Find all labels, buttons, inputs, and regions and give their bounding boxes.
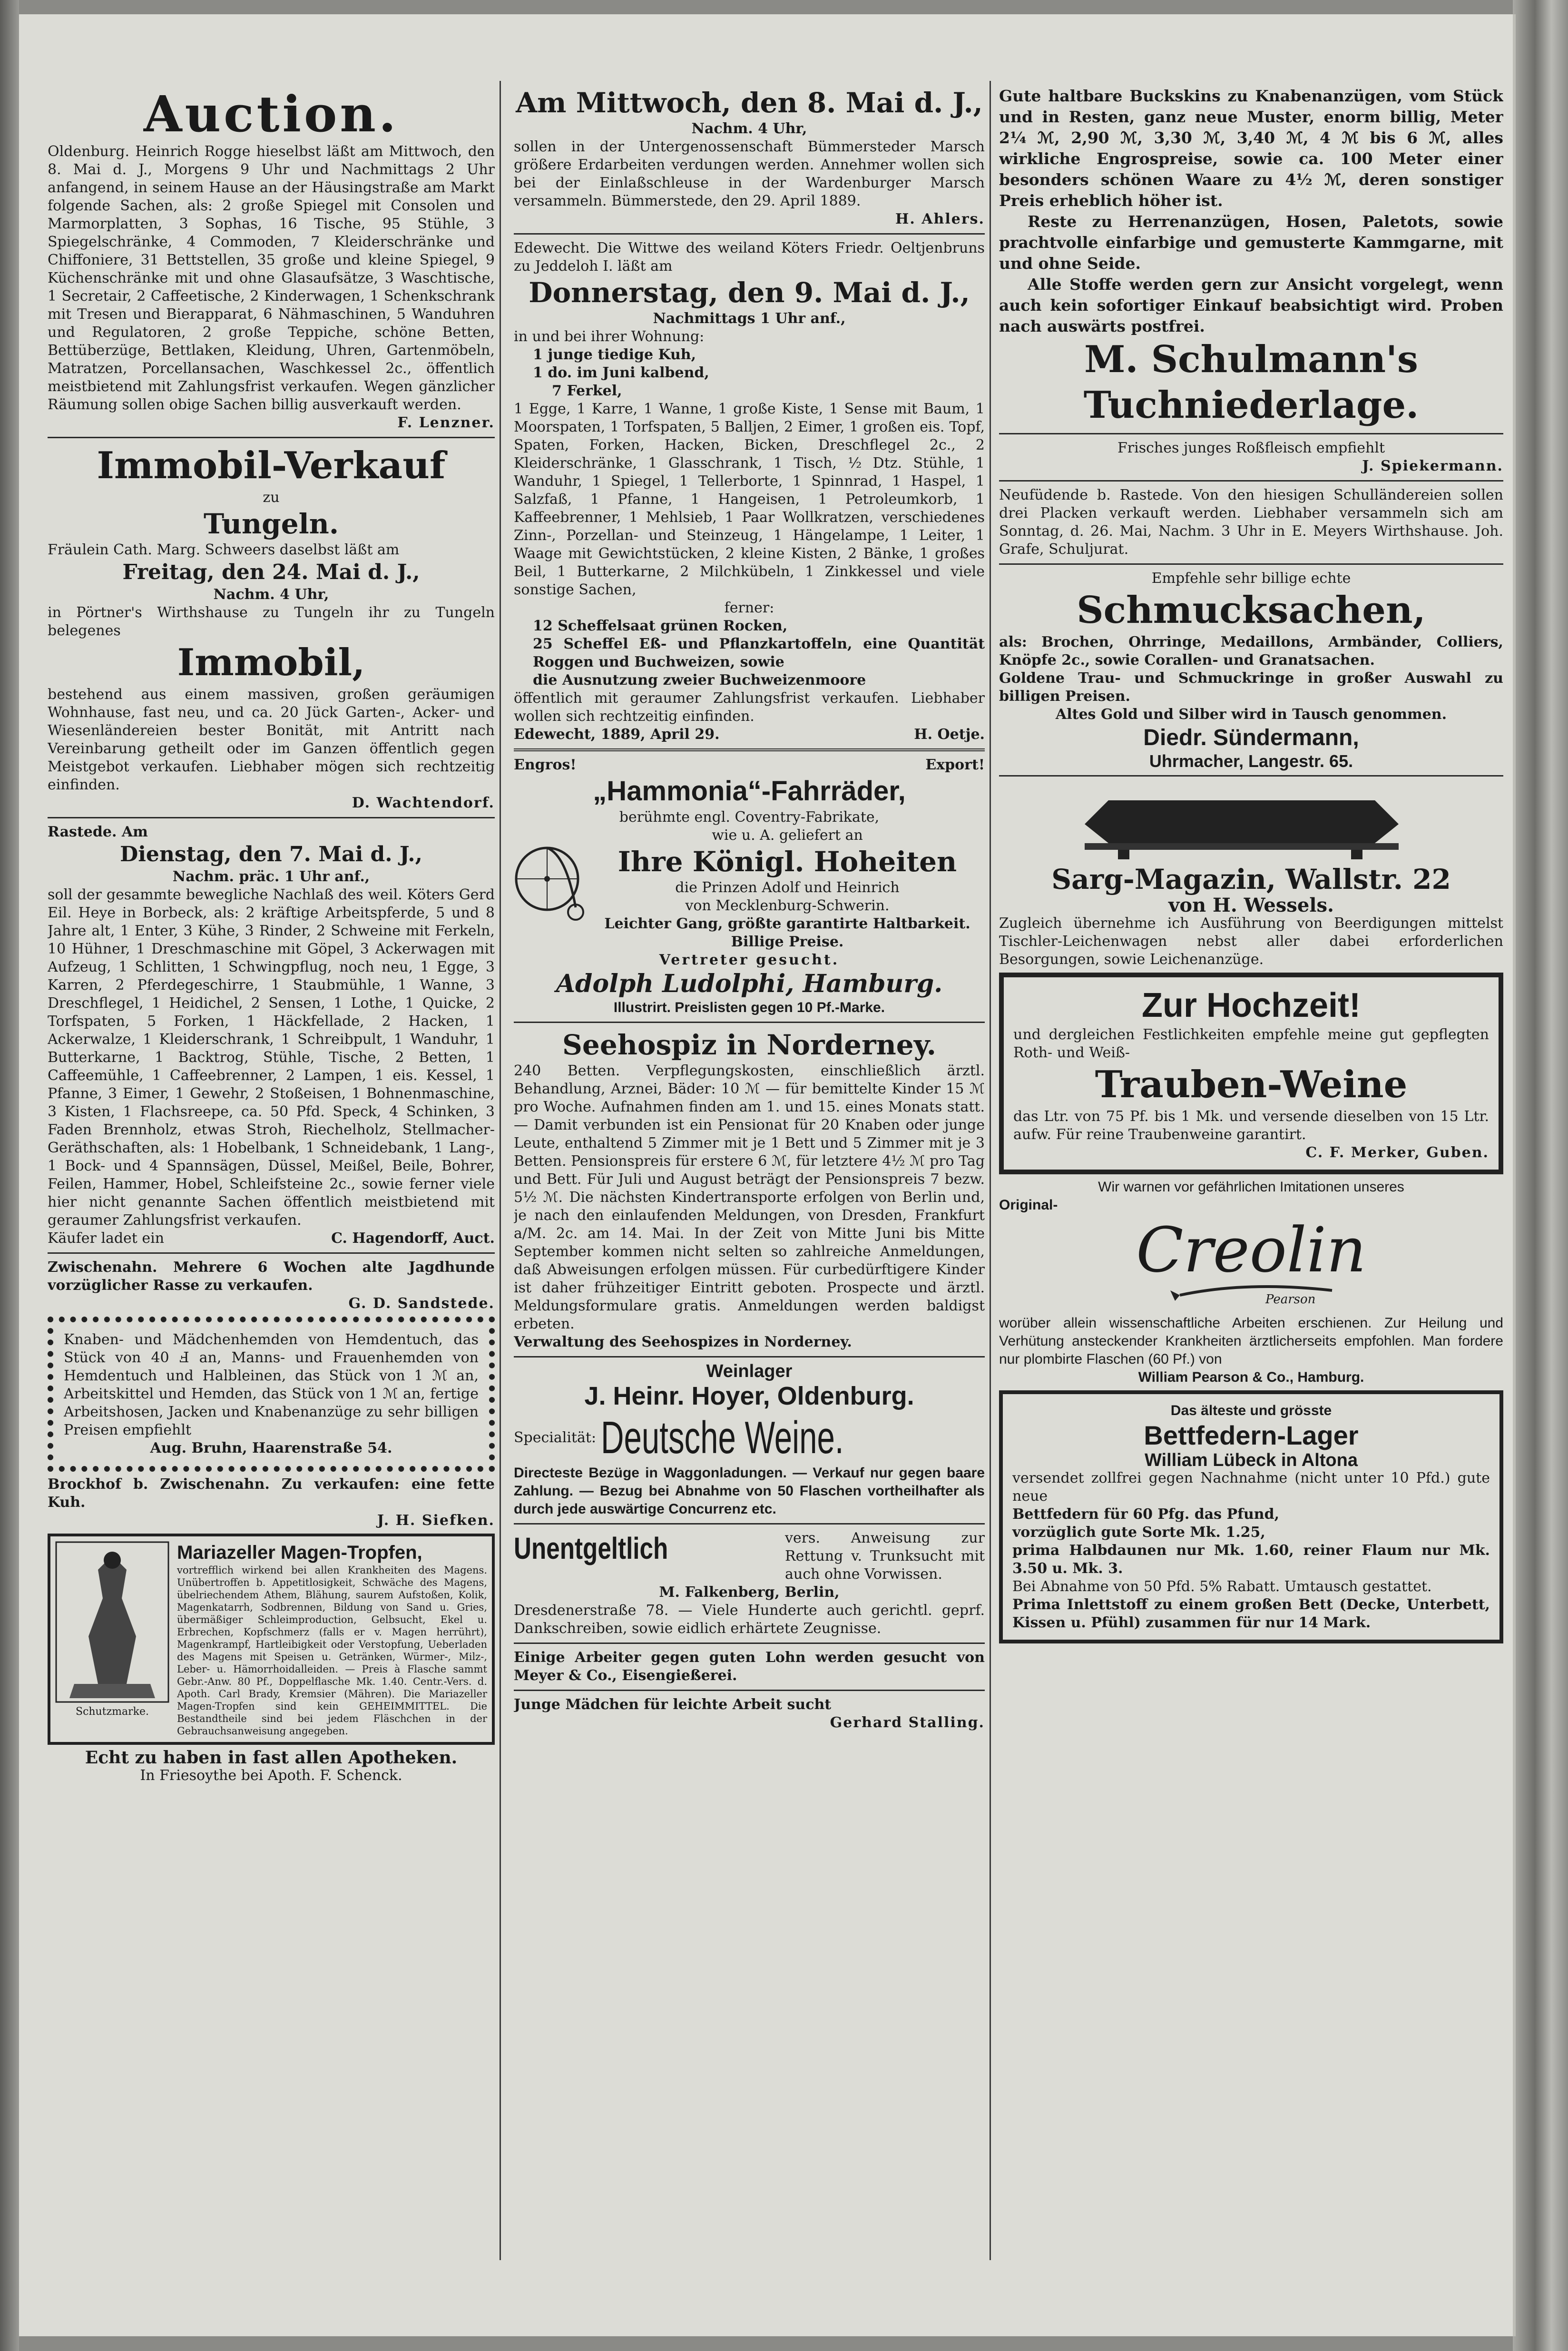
edewecht-date: Donnerstag, den 9. Mai d. J., — [529, 276, 970, 309]
bummerstede-date: Am Mittwoch, den 8. Mai d. J., — [516, 87, 983, 119]
immobil-text-2: in Pörtner's Wirthshause zu Tungeln ihr zu Tungeln belegenes — [48, 604, 495, 639]
hoyer-text: Directeste Bezüge in Waggonladungen. — Verkauf nur gegen baare Zahlung. — Bezug bei Abnahme von 50 Flaschen vortheilhafter als durch jede auswärtige Concurrenz etc. — [514, 1465, 985, 1517]
schmuck-intro: Empfehle sehr billige echte — [1151, 570, 1351, 587]
bruhn-text: Knaben- und Mädchenhemden von Hemdentuch, das Stück von 40 Ⅎ an, Manns- und Frauenhemden von Hemdentuch und Halbleinen, das Stück von 1 ℳ an, Arbeitskittel und Hemden, das Stück von 1 ℳ an, fertige Arbeitshosen, Jacken und Knabenanzüge zu sehr billigen Preisen empfiehlt — [64, 1331, 479, 1438]
book-edge-right — [1513, 0, 1568, 2351]
divider — [999, 480, 1503, 482]
hoyer-spec: Specialität: — [514, 1429, 597, 1446]
divider — [514, 1022, 985, 1023]
bruhn-signature: Aug. Bruhn, Haarenstraße 54. — [150, 1440, 392, 1456]
hammonia-line-4: von Mecklenburg-Schwerin. — [685, 897, 890, 914]
madonna-trademark-icon — [55, 1541, 169, 1703]
edewecht-bold-2: 25 Scheffel Eß- und Pflanzkartoffeln, eine Quantität Roggen und Buchweizen, sowie — [533, 636, 985, 670]
schulmann-text-3: Alle Stoffe werden gern zur Ansicht vorgelegt, wenn auch kein sofortiger Einkauf beabsichtigt wird. Proben nach auswärts postfrei. — [999, 275, 1503, 335]
seehospiz-signature: Verwaltung des Seehospizes in Norderney. — [514, 1334, 852, 1350]
divider — [514, 1643, 985, 1644]
immobil-time: Nachm. 4 Uhr, — [213, 586, 329, 603]
hammonia-line-8: Illustrirt. Preislisten gegen 10 Pf.-Marke. — [613, 1000, 885, 1015]
neufuende-text: Neufüdende b. Rastede. Von den hiesigen Schulländereien sollen drei Placken verkauft werden. Liebhaber versammeln sich am Sonntag, d. 26. Mai, Nachm. 3 Uhr in E. Meyers Wirthshause. Joh. Grafe, Schuljurat. — [999, 487, 1503, 558]
divider — [48, 817, 495, 818]
bummerstede-signature: H. Ahlers. — [895, 211, 985, 227]
bett-line-3: prima Halbdaunen nur Mk. 1.60, reiner Flaum nur Mk. 3.50 u. Mk. 3. — [1012, 1542, 1490, 1577]
merker-title: Zur Hochzeit! — [1142, 986, 1361, 1024]
edewecht-place: Edewecht, 1889, April 29. — [514, 726, 720, 743]
bett-line-1: Bettfedern für 60 Pfg. das Pfund, — [1012, 1506, 1280, 1523]
bett-head: Das älteste und grösste — [1170, 1403, 1332, 1418]
coffin-icon — [999, 781, 1503, 862]
rastede-date: Dienstag, den 7. Mai d. J., — [120, 842, 422, 866]
hammonia-line-2: wie u. A. geliefert an — [712, 827, 863, 844]
edewecht-text-2: öffentlich mit geraumer Zahlungsfrist verkaufen. Liebhaber wollen sich rechtzeitig einfinden. — [514, 690, 985, 725]
mariazell-trademark: Schutzmarke. — [76, 1706, 149, 1718]
creolin-swoosh-icon — [999, 1281, 1503, 1309]
immobil-text-1: Fräulein Cath. Marg. Schweers daselbst läßt am — [48, 541, 400, 558]
edewecht-pigs: 7 Ferkel, — [552, 383, 622, 399]
mariazell-title: Mariazeller Magen-Tropfen, — [177, 1542, 422, 1563]
mariazell-text: vortrefflich wirkend bei allen Krankheiten des Magens. Unübertroffen b. Appetitlosigkeit, Schwäche des Magens, übelriechendem Athem, Blähung, saurem Aufstoßen, Kolik, Magenkatarrh, Sodbrennen, Bildung von Sand u. Gries, übermäßiger Schleimproduction, Gelbsucht, Ekel u. Erbrechen, Kopfschmerz (falls er v. Magen herrührt), Magenkrampf, Hartleibigkeit oder Verstopfung, Ueberladen des Magens mit Speisen u. Getränken, Würmer-, Milz-, Leber- u. Hämorrhoidalleiden. — Preis à Flasche sammt Gebr.-Anw. 80 Pf., Doppelflasche Mk. 1.40. Centr.-Vers. d. Apoth. Carl Brady, Kremsier (Mähren). Die Mariazeller Magen-Tropfen sind kein GEHEIMMITTEL. Die Bestandtheile sind bei jedem Fläschchen in der Gebrauchsanweisung angegeben. — [177, 1564, 487, 1737]
trunk-firm: M. Falkenberg, Berlin, — [659, 1584, 840, 1601]
rastede-time: Nachm. präc. 1 Uhr anf., — [172, 868, 370, 885]
bett-text-2: Bei Abnahme von 50 Pfd. 5% Rabatt. Umtausch gestattet. — [1012, 1578, 1432, 1595]
merker-line-1: und dergleichen Festlichkeiten empfehle meine gut gepflegten Roth- und Weiß- — [1013, 1026, 1489, 1061]
divider — [514, 1523, 985, 1525]
schmuck-text: als: Brochen, Ohrringe, Medaillons, Armbänder, Colliers, Knöpfe 2c., sowie Corallen- und Granatsachen. — [999, 634, 1503, 669]
hammonia-line-3: die Prinzen Adolf und Heinrich — [675, 879, 900, 896]
merker-signature: C. F. Merker, Guben. — [1305, 1144, 1489, 1161]
creolin-logo: Creolin — [1136, 1214, 1366, 1286]
immobil-text-3: bestehend aus einem massiven, großen geräumigen Wohnhause, fast neu, und ca. 20 Jück Garten-, Acker- und Wiesenländereien bester Bonität, mit Antritt nach Vereinbarung getheilt oder im Ganzen öffentlich gegen Meistgebot verkaufen. Liebhaber mögen sich rechtzeitig einfinden. — [48, 686, 495, 793]
edewecht-bold-3: die Ausnutzung zweier Buchweizenmoore — [533, 672, 866, 689]
merker-wine: Trauben-Weine — [1095, 1063, 1408, 1106]
creolin-text: worüber allein wissenschaftliche Arbeiten erschienen. Zur Heilung und Verhütung ansteckender Krankheiten ärztlicherseits empfohlen. Man fordere nur plombirte Flaschen (60 Pf.) von — [999, 1315, 1503, 1367]
edewecht-text: 1 Egge, 1 Karre, 1 Wanne, 1 große Kiste, 1 Sense mit Baum, 1 Moorspaten, 1 Torfspaten, 5 Balljen, 2 Eimer, 1 großen eis. Topf, Spaten, Forken, Hacken, Bicken, Dreschflegel 2c., 2 Kleiderschränke, 1 Glasschrank, 1 Tisch, ½ Dtz. Stühle, 1 Wanduhr, 1 Spiegel, 1 Tellerborte, 1 Spinnrad, 1 Haspel, 1 Salzfaß, 1 Pfanne, 1 Hangeisen, 1 Petroleumkorb, 1 Kaffeebrenner, 1 Mehlsieb, 1 Paar Wollkratzen, verschiedenes Zinn-, Porzellan- und Steinzeug, 1 Hängelampe, 1 Leiter, 1 Waage mit Gewichtstücken, 2 kleine Kisten, 2 Bänke, 1 großes Beil, 1 Butterkarne, 2 Milchkübeln, 1 Zinkkessel und viele sonstige Sachen, — [514, 401, 985, 598]
column-right — [999, 86, 1503, 2255]
trunk-word: Unentgeltlich — [514, 1531, 668, 1565]
schulmann-text-2: Reste zu Herrenanzügen, Hosen, Paletots, sowie prachtvolle einfarbige und gemusterte Kammgarne, mit und ohne Seide. — [999, 212, 1503, 273]
schulmann-firm-2: Tuchniederlage. — [1083, 384, 1419, 427]
creolin-warn: Wir warnen vor gefährlichen Imitationen unseres — [1098, 1179, 1404, 1195]
creolin-firm: William Pearson & Co., Hamburg. — [1138, 1369, 1364, 1385]
divider — [514, 1356, 985, 1357]
hoyer-wine: Deutsche Weine. — [601, 1412, 844, 1463]
mariazell-ad-box — [48, 1534, 495, 1745]
hoyer-head: Weinlager — [706, 1361, 793, 1381]
auction-text: Oldenburg. Heinrich Rogge hieselbst läßt am Mittwoch, den 8. Mai d. J., Morgens 9 Uhr und Nachmittags 2 Uhr anfangend, in seinem Hause an der Häusingstraße am Markt folgende Sachen, als: 2 große Spiegel mit Consolen und Marmorplatten, 3 Sophas, 16 Tische, 95 Stühle, 3 Spiegelschränke, 4 Commoden, 7 Kleiderschränke und Chiffoniere, 31 Bettstellen, 35 große und kleine Spiegel, 9 Küchenschränke mit und ohne Glasaufsätze, 3 Waschtische, 1 Secretair, 2 Caffeetische, 2 Kinderwagen, 1 Schenkschrank mit Tresen und Bierapparat, 6 Nähmaschinen, 5 Wanduhren und Regulatoren, 2 große Teppiche, schöne Betten, Bettüberzüge, Bettlaken, Kleidung, Uhren, Gartenmöbeln, Matratzen, Porcellansachen, Waschkessel 2c., öffentlich meistbietend mit Zahlungsfrist verkaufen. Wegen gänzlicher Räumung sollen obige Sachen billig ausverkauft werden. — [48, 143, 495, 413]
binding-edge-left — [0, 0, 19, 2351]
trunk-text: vers. Anweisung zur Rettung v. Trunksucht mit auch ohne Vorwissen. — [785, 1530, 985, 1583]
divider — [999, 775, 1503, 777]
mariazell-echt: Echt zu haben in fast allen Apotheken. — [85, 1748, 458, 1768]
divider — [48, 1252, 495, 1254]
creolin-original: Original- — [999, 1197, 1058, 1213]
divider — [999, 563, 1503, 565]
rastede-text: soll der gesammte bewegliche Nachlaß des weil. Köters Gerd Eil. Heye in Borbeck, als: 2 kräftige Arbeitspferde, 5 und 8 Jahre alt, 1 Enter, 3 Kühe, 3 Rinder, 2 Schweine mit Ferkeln, 10 Hühner, 1 Dreschmaschine mit Göpel, 3 Ackerwagen mit Aufzeug, 1 Schlitten, 1 Schwingpflug, noch neu, 1 Egge, 3 Karren, 2 Pferdegeschirre, 1 Staubmühle, 1 Wanne, 3 Dreschflegel, 1 Heidichel, 2 Sensen, 1 Lothe, 1 Quicke, 2 Torfspaten, 5 Forken, 1 Häckfellade, 2 Hacken, 1 Ackerwalze, 1 Kleiderschrank, 1 Schreibpult, 1 Wanduhr, 1 Butterkarne, 1 Backtrog, Stühle, Tische, 2 Betten, 1 Caffeemühle, 1 Caffeebrenner, 2 Lampen, 1 eis. Kessel, 1 Pfanne, 3 Eimer, 1 Gewehr, 2 Stoßeisen, 1 Bohnenmaschine, 3 Kisten, 1 Flachsreepe, ca. 50 Pfd. Speck, 4 Schinken, 3 Faden Brennholz, etwas Stroh, Riechelholz, Stellmacher-Geräthschaften, als: 1 Hobelbank, 1 Schneidebank, 1 Lang-, 1 Bock- und 4 Spannsägen, Düssel, Meißel, Beile, Bohrer, Feilen, Hammer, Hobel, Schleifsteine 2c., sowie ferner viele hier nicht genannte Sachen öffentlich meistbietend mit geraumer Zahlungsfrist verkaufen. — [48, 886, 495, 1229]
edewecht-head: Edewecht. Die Wittwe des weiland Köters Friedr. Oeltjenbruns zu Jeddeloh I. läßt am — [514, 240, 985, 275]
immobil-date: Freitag, den 24. Mai d. J., — [122, 560, 420, 584]
bett-line-2: vorzüglich gute Sorte Mk. 1.25, — [1012, 1524, 1265, 1541]
divider — [514, 233, 985, 235]
creolin-logo-area — [999, 1214, 1503, 1314]
penny-farthing-bicycle-icon — [514, 826, 585, 922]
hoyer-firm: J. Heinr. Hoyer, Oldenburg. — [584, 1382, 914, 1410]
bett-ad-box — [999, 1390, 1503, 1643]
spieker-signature: J. Spiekermann. — [1362, 458, 1503, 474]
schmuck-firm-2: Uhrmacher, Langestr. 65. — [1149, 751, 1353, 771]
bummerstede-text: sollen in der Untergenossenschaft Bümmersteder Marsch größere Erdarbeiten verdungen werden. Annehmer wollen sich bei der Einlaßschleuse in der Wardenburger Marsch versammeln. Bümmerstede, den 29. April 1889. — [514, 138, 985, 209]
auction-signature: F. Lenzner. — [397, 414, 495, 431]
hammonia-firm: Adolph Ludolphi, Hamburg. — [556, 969, 943, 998]
hammonia-line-6: Billige Preise. — [731, 934, 844, 950]
divider — [48, 437, 495, 438]
immobil-title: Immobil-Verkauf — [97, 444, 446, 487]
rastede-footer: Käufer ladet ein — [48, 1230, 165, 1247]
creolin-pearson: Pearson — [1265, 1292, 1316, 1307]
zwischenahn-signature: G. D. Sandstede. — [348, 1295, 495, 1312]
trunk-text-2: Dresdenerstraße 78. — Viele Hunderte auch gerichtl. geprf. Dankschreiben, sowie eidlich erhärtete Zeugnisse. — [514, 1602, 985, 1637]
zwischenahn-text: Zwischenahn. Mehrere 6 Wochen alte Jagdhunde vorzüglicher Rasse zu verkaufen. — [48, 1259, 495, 1294]
column-middle — [514, 86, 985, 2255]
spieker-text: Frisches junges Roßfleisch empfiehlt — [1117, 440, 1385, 456]
mariazell-friesoythe: In Friesoythe bei Apoth. F. Schenck. — [140, 1767, 402, 1784]
divider — [999, 433, 1503, 434]
edewecht-cow-1: 1 junge tiedige Kuh, — [533, 346, 696, 363]
stalling-text: Junge Mädchen für leichte Arbeit sucht — [514, 1696, 832, 1713]
hammonia-line-1: berühmte engl. Coventry-Fabrikate, — [619, 809, 880, 826]
bummerstede-time: Nachm. 4 Uhr, — [691, 120, 807, 137]
hammonia-title: „Hammonia“-Fahrräder, — [593, 776, 906, 807]
edewecht-time: Nachmittags 1 Uhr anf., — [653, 310, 846, 327]
column-left — [48, 86, 495, 2255]
auction-title: Auction. — [143, 86, 399, 143]
edewecht-cow-2: 1 do. im Juni kalbend, — [533, 364, 709, 381]
divider — [514, 748, 985, 751]
merker-text: das Ltr. von 75 Pf. bis 1 Mk. und versende dieselben von 15 Ltr. aufw. Für reine Traubenweine garantirt. — [1013, 1108, 1489, 1143]
brockhof-signature: J. H. Siefken. — [377, 1512, 495, 1529]
schulmann-text: Gute haltbare Buckskins zu Knabenanzügen, vom Stück und in Resten, ganz neue Muster, enorm billig, Meter 2¼ ℳ, 2,90 ℳ, 3,30 ℳ, 3,40 ℳ, 4 ℳ bis 6 ℳ, alles wirkliche Engrospreise, sowie ca. 100 Meter einer besonders schönen Waare zu 4½ ℳ, deren sonstiger Preis erheblich höher ist. — [999, 87, 1503, 210]
immobil-zu: zu — [263, 489, 280, 506]
seehospiz-title: Seehospiz in Norderney. — [562, 1029, 936, 1061]
hammonia-line-5: Leichter Gang, größte garantirte Haltbarkeit. — [604, 915, 970, 932]
column-rule-2 — [990, 81, 991, 2260]
schmuck-text-3: Altes Gold und Silber wird in Tausch genommen. — [1055, 706, 1447, 723]
bett-firm: William Lübeck in Altona — [1145, 1450, 1358, 1470]
newspaper-page — [19, 14, 1513, 2336]
bett-text: versendet zollfrei gegen Nachnahme (nicht unter 10 Pfd.) gute neue — [1012, 1470, 1490, 1505]
bruhn-ad-box — [48, 1317, 495, 1472]
edewecht-ferner: ferner: — [724, 600, 774, 616]
column-rule-1 — [500, 81, 501, 2260]
schulmann-firm: M. Schulmann's — [1084, 338, 1418, 381]
sarg-text: Zugleich übernehme ich Ausführung von Beerdigungen mittelst Tischler-Leichenwagen nebst aller dabei erforderlichen Besorgungen, sowie Leichenanzüge. — [999, 915, 1503, 968]
bett-title: Bettfedern-Lager — [1144, 1420, 1359, 1450]
brockhof-text: Brockhof b. Zwischenahn. Zu verkaufen: eine fette Kuh. — [48, 1476, 495, 1511]
merker-ad-box — [999, 973, 1503, 1174]
hammonia-export: Export! — [925, 757, 985, 773]
stalling-signature: Gerhard Stalling. — [830, 1714, 985, 1731]
edewecht-bold-1: 12 Scheffelsaat grünen Rocken, — [533, 618, 788, 634]
immobil-word: Immobil, — [177, 641, 365, 684]
divider — [514, 1690, 985, 1691]
sarg-title: Sarg-Magazin, Wallstr. 22 — [1051, 863, 1451, 895]
immobil-signature: D. Wachtendorf. — [352, 795, 495, 811]
edewecht-intro: in und bei ihrer Wohnung: — [514, 328, 705, 345]
hammonia-line-7: Vertreter gesucht. — [659, 952, 840, 968]
rastede-signature: C. Hagendorff, Auct. — [331, 1230, 495, 1247]
schmuck-text-2: Goldene Trau- und Schmuckringe in großer Auswahl zu billigen Preisen. — [999, 670, 1503, 705]
edewecht-signature: H. Oetje. — [914, 726, 985, 743]
hammonia-engros: Engros! — [514, 757, 577, 773]
meyer-text: Einige Arbeiter gegen guten Lohn werden gesucht von Meyer & Co., Eisengießerei. — [514, 1649, 985, 1684]
rastede-head: Rastede. Am — [48, 824, 148, 840]
sarg-von: von H. Wessels. — [1168, 894, 1334, 916]
hammonia-royal: Ihre Königl. Hoheiten — [617, 846, 957, 878]
seehospiz-text: 240 Betten. Verpflegungskosten, einschließlich ärztl. Behandlung, Arznei, Bäder: 10 ℳ — für bemittelte Kinder 15 ℳ pro Woche. Aufnahmen finden am 1. und 15. eines Monats statt. — Damit verbunden ist ein Pensionat für 20 Knaben oder junge Leute, enthaltend 5 Zimmer mit je 1 Bett und 5 Zimmer mit je 3 Betten. Pensionspreis für erstere 6 ℳ, für letztere 4½ ℳ pro Tag und Bett. Für Juli und August beträgt der Pensionspreis 7 bezw. 5½ ℳ. Die nächsten Kindertransporte erfolgen von Berlin und, je nach den einlaufenden Meldungen, von Dresden, Frankfurt a/M. 2c. am 14. Mai. In der Zeit von Mitte Juni bis Mitte September kommen nicht selten so zahlreiche Anmeldungen, daß Abweisungen erfolgen müssen. Für curbedürftigere Kinder ist daher frühzeitiger Eintritt geboten. Prospecte und ärztl. Meldungsformulare gratis. Anmeldungen werden baldigst erbeten. — [514, 1062, 985, 1332]
bett-line-4: Prima Inlettstoff zu einem großen Bett (Decke, Unterbett, Kissen u. Pfühl) zusammen für nur 14 Mark. — [1012, 1596, 1490, 1631]
schmuck-firm: Diedr. Sündermann, — [1143, 725, 1359, 750]
schmuck-title: Schmucksachen, — [1077, 589, 1426, 632]
tungeln-heading: Tungeln. — [203, 508, 339, 540]
